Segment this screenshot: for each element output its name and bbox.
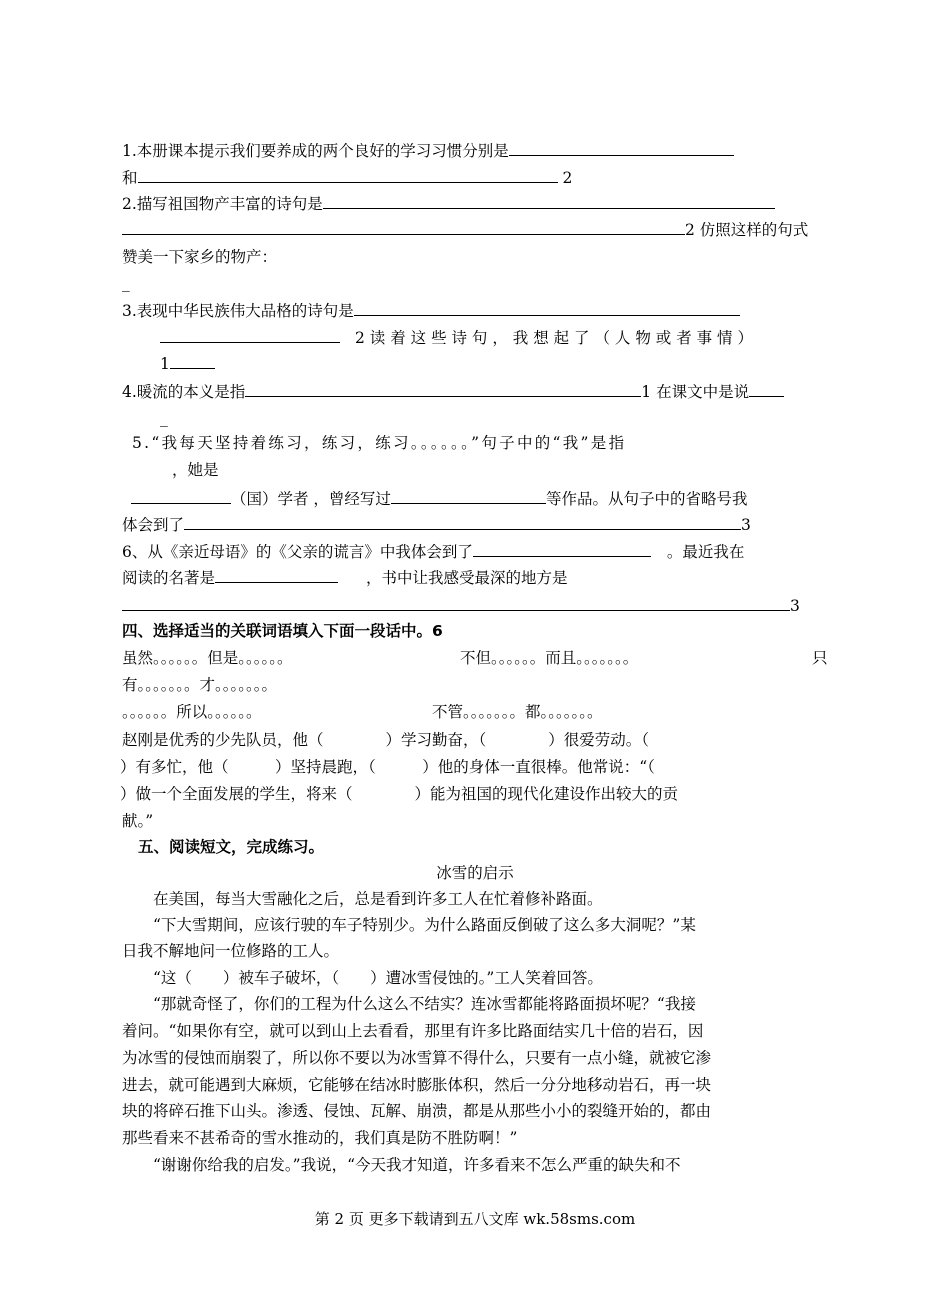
q2-line4: _ xyxy=(122,274,130,292)
q2-line1: 2.描写祖国物产丰富的诗句是 xyxy=(122,192,775,215)
sec4-word-line2: 有。。。。。。。才。。。。。。。 xyxy=(122,676,278,694)
sec4-paragraph-line3: ）做一个全面发展的学生，将来（ ）能为祖国的现代化建设作出较大的贡 xyxy=(120,785,679,803)
sec4-paragraph-line1: 赵刚是优秀的少先队员，他（ ）学习勤奋，（ ）很爱劳动。（ xyxy=(122,731,650,749)
blank[interactable] xyxy=(170,352,215,369)
q2-line2: 2 仿照这样的句式 xyxy=(122,218,808,241)
blank[interactable] xyxy=(354,299,740,316)
article-line: 着问。“如果你有空，就可以到山上去看看，那里有许多比路面结实几十倍的岩石，因 xyxy=(122,1022,704,1040)
article-line: “那就奇怪了，你们的工程为什么这么不结实？连冰雪都能将路面损坏呢？“我接 xyxy=(153,995,696,1013)
q4-line2: _ xyxy=(160,409,168,427)
blank[interactable] xyxy=(473,540,651,557)
q4-line1: 4.暖流的本义是指 1 在课文中是说 xyxy=(122,380,784,403)
blank[interactable] xyxy=(122,594,790,611)
q5-line2: ，她是 xyxy=(172,461,219,479)
article-line: 块的将碎石推下山头。渗透、侵蚀、瓦解、崩溃，都是从那些小小的裂缝开始的，都由 xyxy=(122,1102,712,1120)
article-line: “谢谢你给我的启发。”我说，“今天我才知道，许多看来不怎么严重的缺失和不 xyxy=(153,1156,681,1174)
article-line: 那些看来不甚希奇的雪水推动的，我们真是防不胜防啊！” xyxy=(122,1129,518,1147)
q6-line1: 6、从《亲近母语》的《父亲的谎言》中我体会到了 。最近我在 xyxy=(122,540,744,563)
section4-title: 四、选择适当的关联词语填入下面一段话中。6 xyxy=(122,622,443,640)
q5-line4: 体会到了 3 xyxy=(122,513,751,536)
sec4-paragraph-line2: ）有多忙，他（ ）坚持晨跑，（ ）他的身体一直很棒。他常说：“（ xyxy=(120,758,655,776)
q6-line3: 3 xyxy=(122,594,800,617)
article-line: 日我不解地问一位修路的工人。 xyxy=(122,942,340,960)
blank[interactable] xyxy=(138,166,558,183)
article-line: “这（ ）被车子破坏，（ ）遭冰雪侵蚀的。”工人笑着回答。 xyxy=(153,969,603,987)
blank[interactable] xyxy=(122,218,685,235)
article-line: 为冰雪的侵蚀而崩裂了，所以你不要以为冰雪算不得什么，只要有一点小缝，就被它渗 xyxy=(122,1049,712,1067)
blank[interactable] xyxy=(160,326,340,343)
q1-line2: 和 2 xyxy=(122,166,572,189)
sec4-word-line3: 。。。。。。所以。。。。。。 不管。。。。。。。都。。。。。。。 xyxy=(122,703,603,721)
page-footer: 第 2 页 更多下载请到五八文库 wk.58sms.com xyxy=(314,1210,636,1228)
article-line: 进去，就可能遇到大麻烦，它能够在结冰时膨胀体积，然后一分分地移动岩石，再一块 xyxy=(122,1076,712,1094)
section5-title: 五、阅读短文，完成练习。 xyxy=(138,838,325,856)
q3-line2: 2 读 着 这 些 诗 句 ， 我 想 起 了 （ 人 物 或 者 事 情 ） xyxy=(160,326,827,349)
sec4-paragraph-line4: 献。” xyxy=(122,812,154,830)
sec4-word-line1: 虽然。。。。。。但是。。。。。。 不但。。。。。。而且。。。。。。。 只 xyxy=(122,649,828,667)
q6-line2: 阅读的名著是 ，书中让我感受最深的地方是 xyxy=(122,566,568,589)
blank[interactable] xyxy=(245,380,641,397)
blank[interactable] xyxy=(391,487,546,504)
q2-line3: 赞美一下家乡的物产： xyxy=(122,248,278,266)
blank[interactable] xyxy=(215,566,338,583)
q5-line1: 5.“我每天坚持着练习，练习，练习。。。。。。”句子中的“我”是指 xyxy=(132,434,627,452)
blank[interactable] xyxy=(184,513,741,530)
blank[interactable] xyxy=(509,139,734,156)
q3-line1: 3.表现中华民族伟大品格的诗句是 xyxy=(122,299,740,322)
q3-line3: 1 xyxy=(160,352,215,375)
blank[interactable] xyxy=(749,380,784,397)
q5-line3: （国）学者 ，曾经写过 等作品。从句子中的省略号我 xyxy=(131,487,747,510)
blank[interactable] xyxy=(323,192,775,209)
article-line: 在美国，每当大雪融化之后，总是看到许多工人在忙着修补路面。 xyxy=(153,890,603,908)
article-line: “下大雪期间，应该行驶的车子特别少。为什么路面反倒破了这么多大洞呢？”某 xyxy=(153,916,696,934)
q1-line1: 1.本册课本提示我们要养成的两个良好的学习习惯分别是 xyxy=(122,139,734,162)
blank[interactable] xyxy=(131,487,231,504)
article-title: 冰雪的启示 xyxy=(436,864,514,882)
